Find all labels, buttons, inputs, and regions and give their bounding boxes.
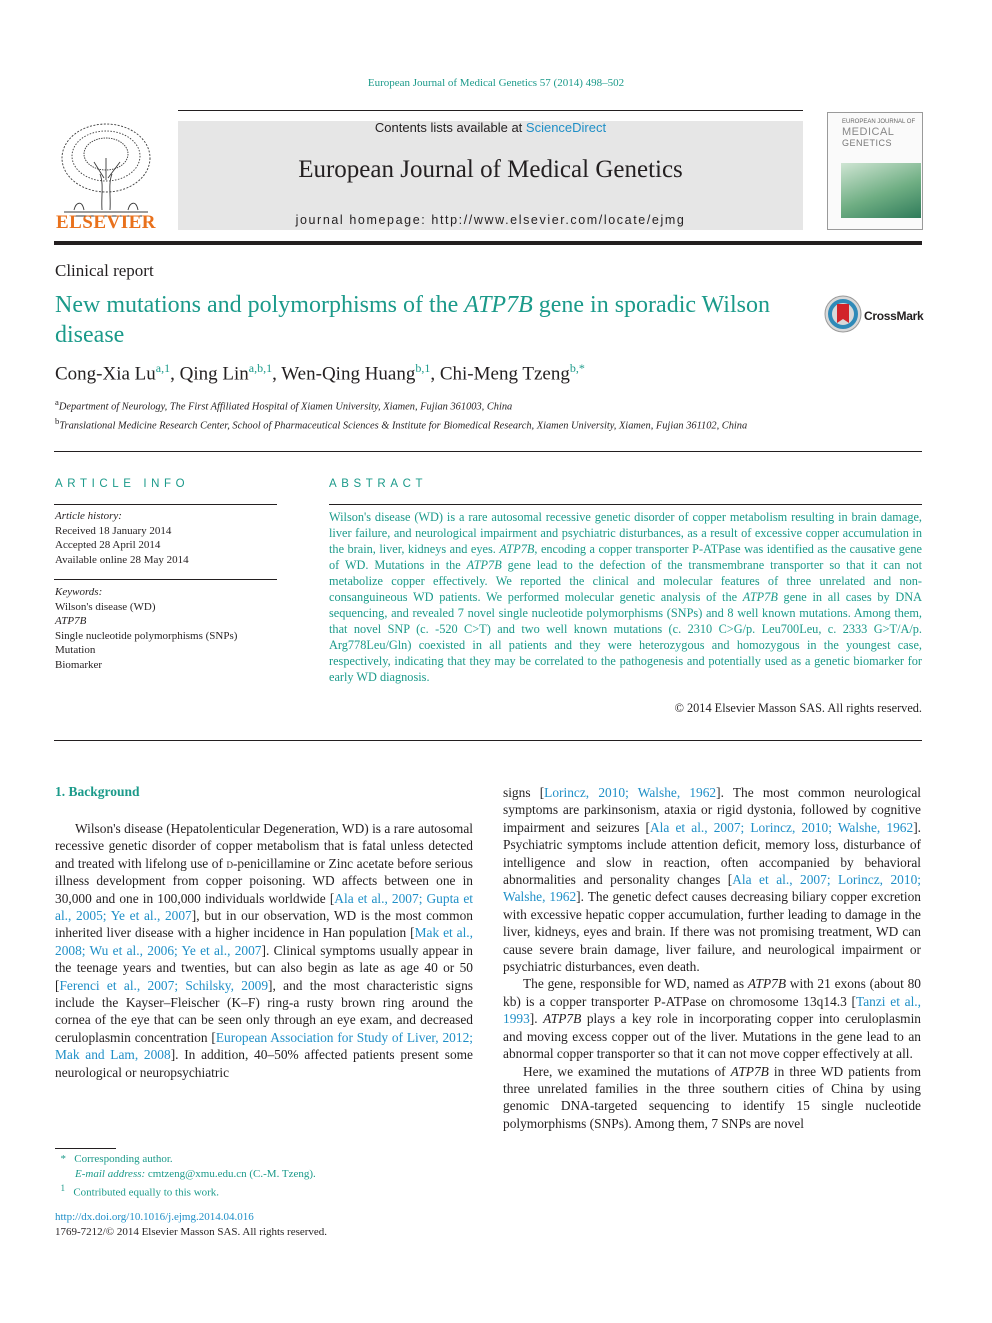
cover-line-3: GENETICS <box>842 138 893 148</box>
journal-cover-thumbnail[interactable] <box>827 112 923 230</box>
doi-link[interactable]: http://dx.doi.org/10.1016/j.ejmg.2014.04.016 <box>55 1211 254 1223</box>
paragraph <box>503 784 921 975</box>
text: ], and the most characteristic signs include the Kayser–Fleischer (K–F) ring-a rusty brown ring around the cornea of the eye that can be seen only through an eye exam, and decreased ceruloplasmin concentration [ <box>55 977 473 1045</box>
title-part-2: gene in sporadic Wilson disease <box>55 292 770 348</box>
author-1-affil[interactable]: a,1 <box>155 361 171 375</box>
author-list <box>55 361 585 385</box>
online-date: Available online 28 May 2014 <box>55 553 189 566</box>
footnote-corresponding <box>55 1152 316 1167</box>
sciencedirect-link[interactable]: ScienceDirect <box>525 120 607 135</box>
contents-line <box>178 120 803 135</box>
article-history <box>55 509 189 567</box>
elsevier-wordmark: ELSEVIER <box>55 212 157 233</box>
keyword: ATP7B <box>55 615 87 627</box>
citation-link[interactable]: European Association for Study of Liver, 2012; Mak and Lam, 2008 <box>55 1029 473 1063</box>
history-label: Article history: <box>55 510 122 522</box>
abstract-copyright: © 2014 Elsevier Masson SAS. All rights reserved. <box>674 701 922 715</box>
footnote-text: Contributed equally to this work. <box>73 1186 220 1199</box>
text: The gene, responsible for WD, named as <box>523 976 748 992</box>
affiliation-a <box>55 395 815 414</box>
text: in three WD patients from three unrelated families in the three southern cities of China by using genomic DNA-targeted sequencing to identify 15 single nucleotide polymorphisms (SNPs). Among them, 7 SNPs are novel <box>503 1063 921 1131</box>
homepage-link[interactable]: http://www.elsevier.com/locate/ejmg <box>431 213 686 227</box>
text: d <box>226 855 233 871</box>
title-part-1: New mutations and polymorphisms of the <box>55 292 465 318</box>
author-2-affil[interactable]: a,b,1 <box>248 361 273 375</box>
abstract-part: gene lead to the defection of the transmembrane transporter so that it can not metabolize copper effectively. We reported the clinical and molecular features of three unrelated and non-consanguineous WD patients. We performed molecular genetic analysis of the <box>329 558 922 604</box>
cover-line-1: EUROPEAN JOURNAL OF <box>842 119 916 125</box>
citation-link[interactable]: Ala et al., 2007; Lorincz, 2010; Walshe, 1962 <box>503 872 921 905</box>
abstract-part: , encoding a copper transporter P-ATPase was identified as the causative gene of WD. Mutations in the <box>329 542 922 572</box>
author-sep: , <box>272 363 282 385</box>
text: ]. Clinical symptoms usually appear in the teenage years and twenties, but can also begin as late as age 40 or 50 [ <box>55 942 473 993</box>
footnote-email <box>55 1167 316 1182</box>
author-3-affil[interactable]: b,1 <box>415 361 431 375</box>
gene-name: ATP7B <box>730 1063 769 1079</box>
text: ]. The most common neurological symptoms are parkinsonism, ataxia or rigid dystonia, followed by cognitive impairment and seizures [ <box>503 785 922 835</box>
email-link[interactable]: cmtzeng@xmu.edu.cn <box>147 1167 247 1180</box>
text: -penicillamine or Zinc acetate before serious illness development from copper poisoning. WD affects between one in 30,000 and one in 100,000 individuals worldwide [ <box>55 855 473 906</box>
author-2[interactable]: Qing Lin <box>179 363 249 385</box>
article-info-rule <box>54 504 277 505</box>
text: ]. Psychiatric symptoms include attention deficit, memory loss, disturbance of intelligence and slow in reaction, often accompanied by behavioral abnormalities and personality changes [ <box>503 819 921 888</box>
body-column-right <box>503 784 921 1132</box>
citation-link[interactable]: Ala et al., 2007; Gupta et al., 2005; Ye et al., 2007 <box>55 890 473 924</box>
article-info-heading: ARTICLE INFO <box>55 478 190 490</box>
homepage-prefix: journal homepage: <box>295 213 432 227</box>
affiliation-b <box>55 414 815 433</box>
affiliations <box>55 395 815 434</box>
citation-link[interactable]: Tanzi et al., 1993 <box>503 993 921 1027</box>
journal-reference[interactable]: European Journal of Medical Genetics 57 (2014) 498–502 <box>367 77 625 89</box>
text: ], but in our observation, WD is the most common inherited liver disease with a higher incidence in Han population [ <box>55 908 473 941</box>
text: with 21 exons (about 80 kb) is a copper transporter P-ATPase on chromosome 13q14.3 [ <box>503 976 921 1009</box>
text: ]. <box>529 1011 544 1027</box>
footnote-marker: 1 <box>60 1183 66 1193</box>
author-1[interactable]: Cong-Xia Lu <box>55 363 156 385</box>
author-sep: , <box>430 363 440 385</box>
citation-link[interactable]: Lorincz, 2010; Walshe, 1962 <box>544 785 717 800</box>
abstract-part: Wilson's disease (WD) is a rare autosomal recessive genetic disorder of copper metabolism resulting in brain damage, liver failure, and neurological impairment and psychiatric disturbances, as a result of excessive copper accumulation in the brain, liver, kidneys and eyes. <box>329 510 922 556</box>
paragraph <box>55 820 473 1081</box>
abstract-gene: ATP7B <box>466 558 502 572</box>
paragraph <box>503 1063 921 1133</box>
abstract-part: gene in all cases by DNA sequencing, and revealed 7 novel single nucleotide polymorphisms (SNPs) and 8 well known mutations. Among them, that novel SNP (c. -520 C>T) and two well known mutations (c. 2310 C>G/p. Leu700Leu, c. 2333 G>T/A/p. Arg778Leu/Gln) coexisted in all patients and they were heterozygous and homozygous in the youngest case, respectively, indicating that they may be correlated to the pathogenesis and potentially used as a genetic biomarker for early WD diagnosis. <box>329 590 922 684</box>
gene-name: ATP7B <box>747 976 787 992</box>
email-suffix: (C.-M. Tzeng). <box>246 1167 316 1180</box>
section-heading: 1. Background <box>55 784 140 799</box>
author-4[interactable]: Chi-Meng Tzeng <box>439 363 570 385</box>
text: signs [ <box>503 785 545 800</box>
footnote-marker: * <box>60 1153 66 1165</box>
abstract-gene: ATP7B <box>742 590 778 604</box>
header-top-rule <box>178 110 803 111</box>
contents-prefix: Contents lists available at <box>374 120 526 135</box>
accepted-date: Accepted 28 April 2014 <box>55 539 161 551</box>
text: Here, we examined the mutations of <box>523 1063 731 1079</box>
affiliation-b-text: Translational Medicine Research Center, School of Pharmaceutical Sciences & Institute for Biomedical Research, Xiamen University, Xiamen, Fujian 361102, China <box>59 420 748 432</box>
author-sep: , <box>170 363 180 385</box>
text: ]. In addition, 40–50% affected patients present some neurological or neuropsychiatric <box>55 1047 473 1080</box>
text: plays a key role in incorporating copper into ceruloplasmin and moving excess copper out of the liver. Mutations in the gene lead to an abnormal copper transporter so that it can not move copper effectively at all. <box>503 1011 921 1062</box>
keywords-rule <box>54 579 277 580</box>
text: ]. The genetic defect causes decreasing biliary copper excretion with excessive hepatic copper accumulation, further leading to damage in the liver, kidneys, eyes and brain. If there was not promising treatment, WD can cause severe brain damage, liver failure, and neurological impairment or psychiatric disturbances, even death. <box>503 889 921 975</box>
author-3[interactable]: Wen-Qing Huang <box>281 363 416 385</box>
abstract-text <box>329 509 922 685</box>
citation-link[interactable]: Mak et al., 2008; Wu et al., 2006; Ye et al., 2007 <box>55 925 473 958</box>
crossmark-icon[interactable] <box>824 295 862 333</box>
keywords-label: Keywords: <box>55 586 103 598</box>
journal-homepage <box>178 213 803 227</box>
keyword: Biomarker <box>55 658 103 671</box>
article-title <box>55 290 815 350</box>
crossmark-label[interactable]: CrossMark <box>864 309 924 323</box>
title-gene: ATP7B <box>464 292 533 318</box>
footnotes <box>55 1152 316 1200</box>
citation-link[interactable]: Ferenci et al., 2007; Schilsky, 2009 <box>59 977 269 993</box>
article-type: Clinical report <box>55 261 154 280</box>
affiliation-a-text: Department of Neurology, The First Affiliated Hospital of Xiamen University, Xiamen, Fujian 361003, China <box>58 401 513 413</box>
footnote-equal <box>55 1181 316 1200</box>
citation-link[interactable]: Ala et al., 2007; Lorincz, 2010; Walshe, 1962 <box>650 819 914 835</box>
keyword: Single nucleotide polymorphisms (SNPs) <box>55 629 238 642</box>
keyword: Wilson's disease (WD) <box>55 600 156 613</box>
journal-title: European Journal of Medical Genetics <box>298 156 683 183</box>
affiliation-b-label: b <box>55 416 60 427</box>
keywords <box>55 585 237 672</box>
footnote-text: Corresponding author. <box>74 1153 173 1165</box>
affiliation-a-label: a <box>55 397 59 407</box>
body-column-left <box>55 820 473 1081</box>
text: Wilson's disease (Hepatolenticular Degeneration, WD) is a rare autosomal recessive genetic disorder of copper metabolism that is fatal unless detected and treated with lifelong use of <box>55 821 473 871</box>
paragraph <box>503 975 921 1062</box>
cover-line-2: MEDICAL <box>842 126 895 138</box>
affiliation-rule <box>54 451 922 452</box>
email-label: E-mail address: <box>75 1167 148 1180</box>
cover-image <box>841 163 921 218</box>
abstract-heading: ABSTRACT <box>329 478 428 490</box>
footnote-rule <box>55 1148 116 1149</box>
abstract-rule <box>329 504 922 505</box>
issn-line: 1769-7212/© 2014 Elsevier Masson SAS. All rights reserved. <box>55 1226 328 1238</box>
abstract-gene: ATP7B <box>499 542 535 556</box>
keyword: Mutation <box>55 644 96 656</box>
author-4-affil[interactable]: b,* <box>569 361 585 375</box>
body-rule <box>54 740 922 741</box>
header-thick-rule <box>54 241 922 245</box>
gene-name: ATP7B <box>543 1011 582 1027</box>
received-date: Received 18 January 2014 <box>55 524 172 537</box>
